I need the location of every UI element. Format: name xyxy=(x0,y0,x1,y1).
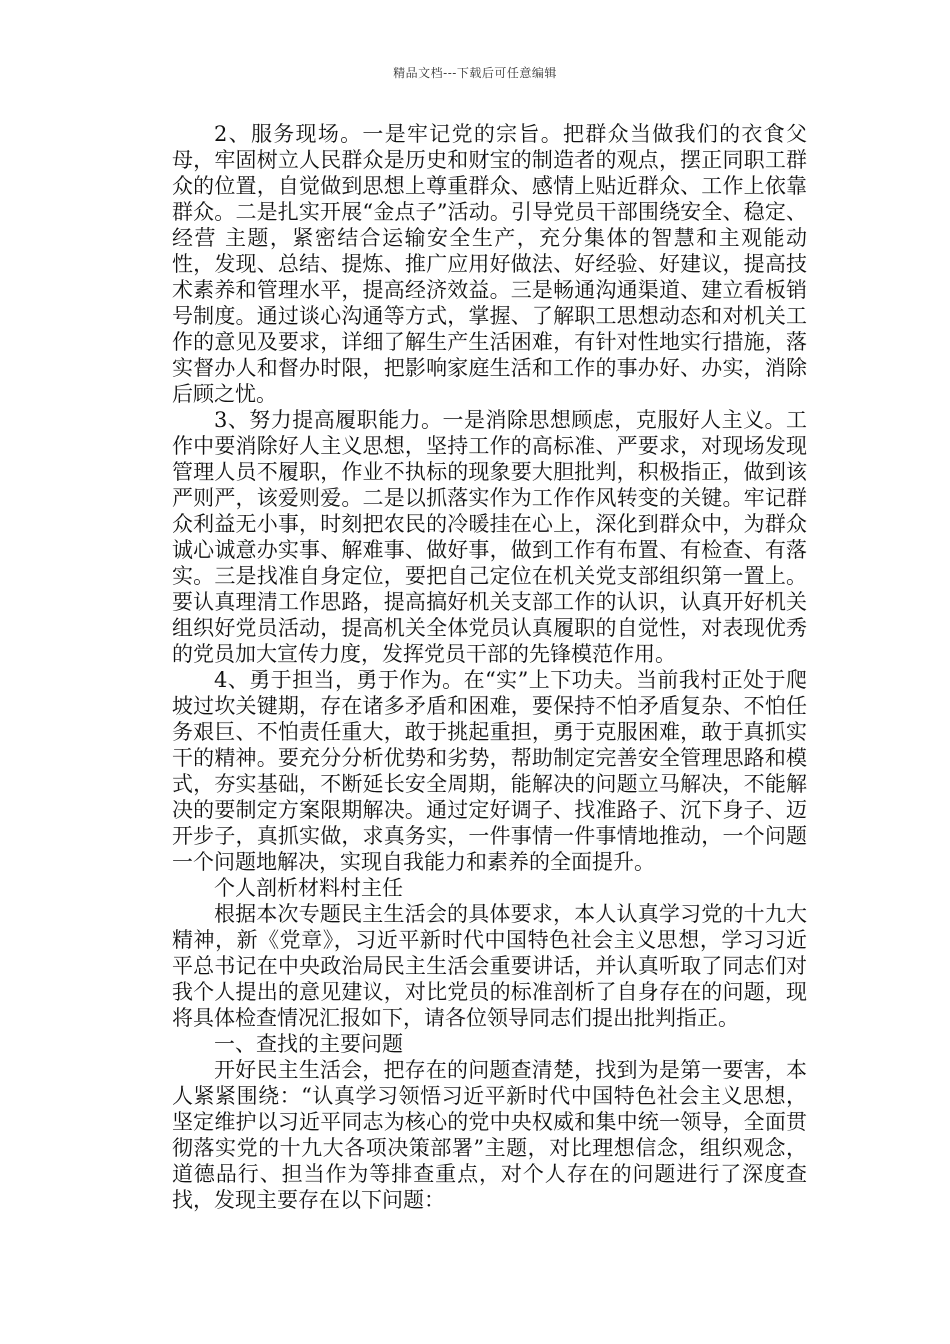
section-heading-problems: 一、查找的主要问题 xyxy=(214,1032,403,1056)
section-title: 个人剖析材料村主任 xyxy=(214,876,403,900)
paragraph-improve-duty: 3、努力提高履职能力。一是消除思想顾虑，克服好人主义。工作中要消除好人主义思想，坚持工作的高标准、严要求，对现场发现管理人员不履职，作业不执标的现象要大胆批判，积极指正，做到该严则严，该爱则爱。二是以抓落实作为工作作风转变的关键。牢记群众利益无小事，时刻把农民的冷暖挂在心上，深化到群众中，为群众诚心诚意办实事、解难事、做好事，做到工作有布置、有检查、有落实。三是找准自身定位，要把自己定位在机关党支部组织第一置上。要认真理清工作思路，提高搞好机关支部工作的认识，认真开好机关组织好党员活动，提高机关全体党员认真履职的自觉性，对表现优秀的党员加大宣传力度，发挥党员干部的先锋模范作用。 xyxy=(172,408,807,666)
paragraph-service-site: 2、服务现场。一是牢记党的宗旨。把群众当做我们的衣食父母，牢固树立人民群众是历史和财宝的制造者的观点，摆正同职工群众的位置，自觉做到思想上尊重群众、感情上贴近群众、工作上依靠群众。二是扎实开展“金点子”活动。引导党员干部围绕安全、稳定、经营 主题，紧密结合运输安全生产，充分集体的智慧和主观能动性，发现、总结、提炼、推广应用好做法、好经验、好建议，提高技术素养和管理水平，提高经济效益。三是畅通沟通渠道、建立看板销号制度。通过谈心沟通等方式，掌握、了解职工思想动态和对机关工作的意见及要求，详细了解生产生活困难，有针对性地实行措施，落实督办人和督办时限，把影响家庭生活和工作的事办好、办实，消除后顾之忧。 xyxy=(172,122,807,406)
paragraph-take-responsibility: 4、勇于担当，勇于作为。在“实”上下功夫。当前我村正处于爬坡过坎关键期，存在诸多矛盾和困难，要保持不怕矛盾复杂、不怕任务艰巨、不怕责任重大，敢于挑起重担，勇于克服困难，敢于真抓实干的精神。要充分分析优势和劣势，帮助制定完善安全管理思路和模式，夯实基础，不断延长安全周期，能解决的问题立马解决，不能解决的要制定方案限期解决。通过定好调子、找准路子、沉下身子、迈开步子，真抓实做，求真务实，一件事情一件事情地推动，一个问题一个问题地解决，实现自我能力和素养的全面提升。 xyxy=(172,668,807,874)
document-body xyxy=(172,121,807,1213)
paragraph-intro: 根据本次专题民主生活会的具体要求，本人认真学习党的十九大精神，新《党章》，习近平新时代中国特色社会主义思想，学习习近平总书记在中央政治局民主生活会重要讲话，并认真听取了同志们对我个人提出的意见建议，对比党员的标准剖析了自身存在的问题，现将具体检查情况汇报如下，请各位领导同志们提出批判指正。 xyxy=(172,902,807,1030)
paragraph-problems: 开好民主生活会，把存在的问题查清楚，找到为是第一要害，本人紧紧围绕：“认真学习领悟习近平新时代中国特色社会主义思想，坚定维护以习近平同志为核心的党中央权威和集中统一领导，全面贯彻落实党的十九大各项决策部署”主题，对比理想信念，组织观念，道德品行、担当作为等排查重点，对个人存在的问题进行了深度查找，发现主要存在以下问题： xyxy=(172,1058,807,1212)
page-header: 精品文档---下载后可任意编辑 xyxy=(393,66,557,80)
